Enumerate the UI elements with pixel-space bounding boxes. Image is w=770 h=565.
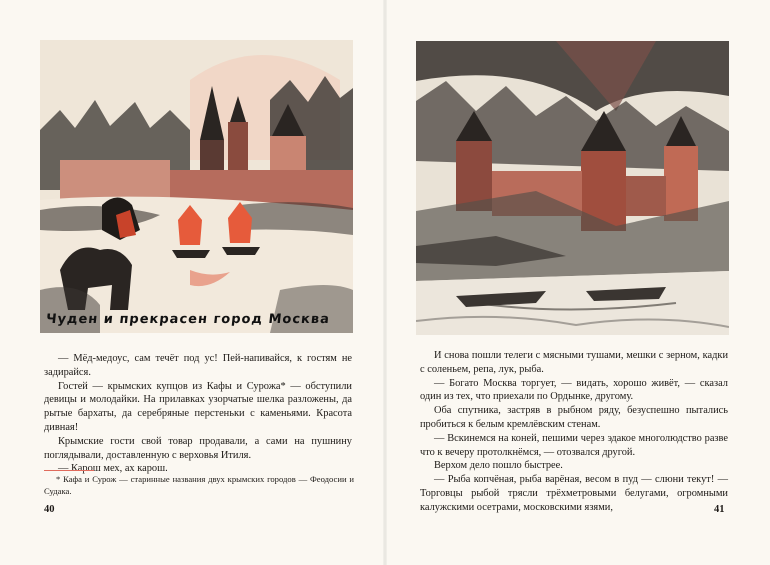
paragraph: — Рыба копчёная, рыба варёная, весом в пуд — слюни текут! — Торговцы рыбой трясли трёхметровыми белугами, огромными калужскими осетрами, московскими язями, bbox=[420, 474, 728, 513]
paragraph: И снова пошли телеги с мясными тушами, мешки с зерном, кадки с соленьем, репа, лук, рыба. bbox=[420, 350, 728, 375]
paragraph: — Карош мех, ах карош. bbox=[58, 463, 168, 475]
footnote-divider bbox=[44, 470, 94, 471]
footnote bbox=[44, 474, 354, 497]
paragraph: Верхом дело пошло быстрее. bbox=[434, 460, 563, 472]
paragraph: Оба спутника, застряв в рыбном ряду, безуспешно пытались пробиться к белым кремлёвским стенам. bbox=[420, 405, 728, 430]
footnote-text: * Кафа и Сурож — старинные названия двух крымских городов — Феодосии и Судака. bbox=[44, 474, 354, 496]
right-body-text bbox=[420, 349, 728, 515]
paragraph: — Вскинемся на коней, пешими через эдакое многолюдство разве что к вечеру протолкнёмся, — отозвался другой. bbox=[420, 432, 728, 458]
page-number-right: 41 bbox=[714, 504, 725, 515]
illustration-art bbox=[416, 41, 729, 335]
paragraph: — Мёд-медоус, сам течёт под ус! Пей-напивайся, к гостям не задирайся. bbox=[44, 353, 352, 378]
illustration-kremlin-market bbox=[416, 41, 729, 335]
page-number-left: 40 bbox=[44, 504, 55, 515]
illustration-moscow-kremlin bbox=[40, 40, 353, 333]
illustration-caption: Чуден и прекрасен город Москва bbox=[45, 312, 331, 327]
paragraph: Гостей — крымских купцов из Кафы и Сурожа* — обступили девицы и молодайки. На прилавках узорчатые шелка разложены, да рытые бархаты, да серебряные перстеньки с каменьями. Красота дивная! bbox=[44, 380, 352, 433]
illustration-art bbox=[40, 40, 353, 333]
right-page bbox=[385, 0, 770, 565]
paragraph: Крымские гости свой товар продавали, а сами на пушнину поглядывали, доставленную с верховья Итиля. bbox=[44, 435, 352, 461]
paragraph: — Богато Москва торгует, — видать, хорошо живёт, — сказал один из тех, что приехали по Ордынке, другому. bbox=[420, 377, 728, 403]
left-body-text bbox=[44, 352, 352, 476]
